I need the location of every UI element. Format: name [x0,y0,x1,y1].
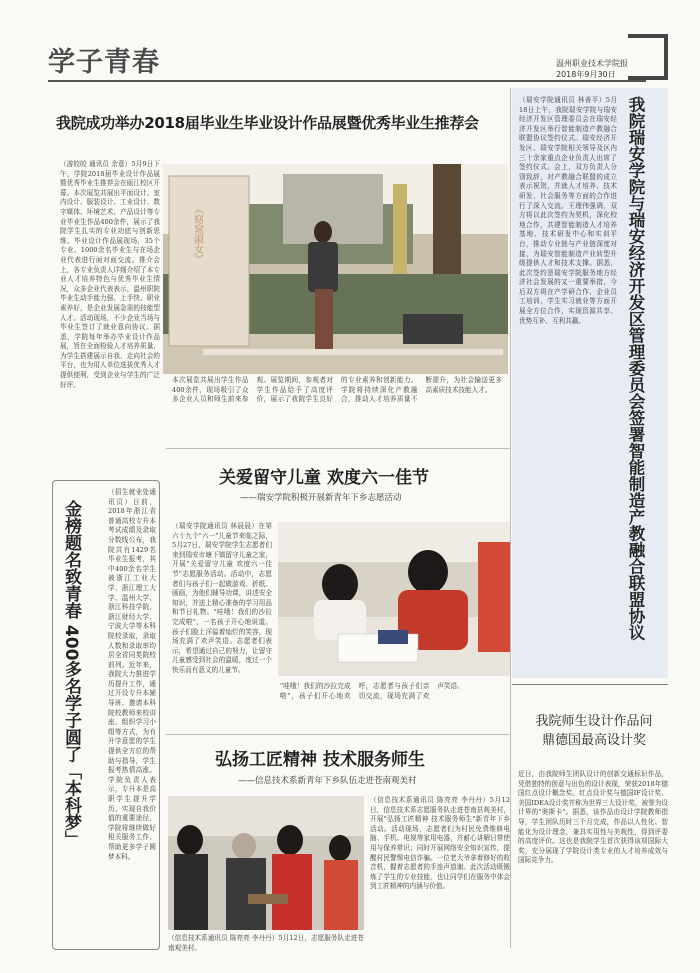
column-divider [510,88,511,948]
craftsman-photo [168,796,364,930]
section-divider-2 [166,734,510,735]
alliance-headline: 我院瑞安学院与瑞安经济开发区管理委员会签署智能制造产教融合联盟协议 [626,96,645,641]
craftsman-caption: （信息技术系通讯员 陈亮亮 李丹丹）5月12日，志愿服务队走进苍南观美村。 [168,934,364,952]
exhibition-headline: 我院成功举办2018届毕业生毕业设计作品展暨优秀毕业生推荐会 [56,114,479,132]
craftsman-headline: 弘扬工匠精神 技术服务师生 [215,750,425,770]
runway-photo [163,164,508,374]
children-body-cont: "哇哦！我们的沙拉完成啦"，孩子们开心地欢呼，志愿者与孩子们亲切交流，现场充满了欢声笑语。 [280,682,464,700]
masthead-rule [48,80,646,82]
masthead-date: 2018年9月30日 [556,70,616,79]
masthead-title: 学子青春 [48,47,160,78]
children-body: （瑞安学院通讯员 林晨晨）在第六十九个"六一"儿童节来临之际，5月27日，瑞安学院学生志愿者们来到瑞安市塘下镇留守儿童之家，开展"关爱留守儿童 欢度六一佳节"志愿服务活动。活动中，志愿者们与孩子们一起做游戏、折纸、画画，为他们辅导功课，讲述安全知识，并送上精心准备的学习用品和节日礼物。"哇哦！我们的沙拉完成啦"，一名孩子开心地说道。孩子们脸上洋溢着灿烂的笑容，现场充满了欢声笑语。志愿者们表示，希望通过自己的努力，让留守儿童感受到社会的温暖，度过一个快乐而有意义的儿童节。 [172,522,272,674]
alliance-body: （瑞安学院通讯员 林善平）5月18日上午，我院瑞安学院与瑞安经济开发区管理委员会在瑞安经济开发区举行智能制造产教融合联盟协议签约仪式。瑞安经济开发区、瑞安学院相关领导及区内三十余家重点企业负责人出席了签约仪式。会上，双方负责人分别致辞，对产教融合联盟的成立表示祝贺，并就人才培养、技术研发、社会服务等方面的合作进行了深入交流。王理伟强调，双方将以此次签约为契机，深化校地合作，共建智能制造人才培养基地、技术研发中心和实训平台，推动专业链与产业链深度对接，为瑞安智能制造产业转型升级提供人才和技术支撑。据悉，此次签约是瑞安学院服务地方经济社会发展的又一重要举措，今后双方将在产学研合作、企业员工培训、学生实习就业等方面开展全方位合作，实现资源共享、优势互补、互利共赢。 [519,96,617,325]
gold-headline: 金榜题名致青春 400多名学子圆了「本科梦」 [61,500,81,848]
gold-body: （招生就业处通讯员）日前，2018年浙江省普通高校专升本考试成绩及录取分数线公布，我院共有1429名毕业生报考，其中400余名学生被浙江工业大学、浙江理工大学、温州大学、浙江科技学院、浙江财经大学、宁波大学等本科院校录取，录取人数和录取率均居全省同类院校前列。近年来，我院大力推进学历提升工作，通过开设专升本辅导班、邀请本科院校教师来校讲座、组织学习小组等方式，为有升学意愿的学生提供全方位的帮助与指导，学生报考热情高涨。学院负责人表示，专升本是高职学生提升学历、实现自我价值的重要途径，学院将继续做好相关服务工作，帮助更多学子圆梦本科。 [108,488,156,861]
award-headline: 我院师生设计作品问鼎德国最高设计奖 [535,714,653,748]
section-divider-1 [166,448,510,449]
exhibition-body: （游皎皎 通讯员 余意）5月9日下午，学院2018届毕业设计作品展暨优秀毕业生推荐会在瓯江校区开幕。本次展览共展出平面设计、室内设计、服装设计、工业设计、数字媒体、环境艺术、产品设计等专业毕业生作品400余件，展示了我院学生扎实的专业功底与创新思维。毕业设计作品展现场，35个专业、1000余名毕业生与在场企业代表进行面对面交流。推介会上，各专业负责人详细介绍了本专业人才培养特色与优秀毕业生情况，众多企业代表表示，温州职院毕业生动手能力强、上手快、职业素养好，是企业发展急需的技能型人才。活动现场，不少企业当场与毕业生签订了就业意向协议。据悉，学院每年举办毕业设计作品展，旨在全面检验人才培养质量，为学生搭建展示自我、走向社会的平台，也为用人单位选拔优秀人才提供便利，受到企业与学生的广泛好评。 [60,160,160,389]
craftsman-subhead: ——信息技术系新青年下乡队伍走进苍南观美村 [238,776,417,786]
page-number [628,34,668,80]
children-headline: 关爱留守儿童 欢度六一佳节 [219,468,429,488]
award-body: 近日，由我院师生团队设计的创新交通标识作品，凭借独特的创意与出色的设计表现，荣获2018年德国红点设计概念奖。红点设计奖与德国IF设计奖、美国IDEA设计奖并称为世界三大设计奖，被誉为设计界的"奥斯卡"。据悉，该作品由设计学院教师指导，学生团队历时三个月完成，作品以人性化、智能化为设计理念，兼具实用性与美观性，得到评委的高度评价。这也是我院学生首次获得该项国际大奖，充分展现了学院设计类专业的人才培养成效与国际竞争力。 [518,770,668,865]
exhibition-body-cont: 本次展览共展出学生作品400余件，现场吸引了众多企业人员和师生前来参观。展览期间，参观者对学生作品给予了高度评价，展示了我院学生良好的专业素养和创新能力。学院将持续深化产教融合，推动人才培养质量不断提升，为社会输送更多高素质技术技能人才。 [172,376,502,404]
masthead-school: 温州职业技术学院报 [556,59,628,68]
craftsman-body: （信息技术系通讯员 陈亮亮 李丹丹）5月12日，信息技术系志愿服务队走进苍南县观美村，开展"弘扬工匠精神 技术服务师生"新青年下乡活动。活动现场，志愿者们为村民免费维修电脑、手机、电视等家用电器，并耐心讲解日常使用与保养常识；同时开展网络安全知识宣传，提醒村民警惕电信诈骗。一位老大爷拿着修好的收音机，握着志愿者的手连声道谢。此次活动既锻炼了学生的专业技能，也让同学们在服务中体会到工匠精神的内涵与价值。 [370,796,510,891]
board-text: 《窈窕淑女》 [191,204,203,264]
children-photo [278,522,510,676]
children-subhead: ——瑞安学院积极开展新青年下乡志愿活动 [240,493,402,503]
award-divider [512,684,668,685]
